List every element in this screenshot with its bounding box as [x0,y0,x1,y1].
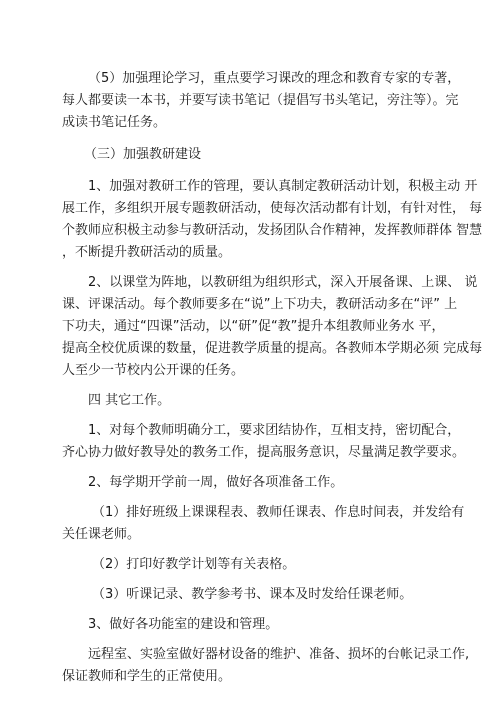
paragraph-lecture-records [62,584,452,606]
text-line: 课、评课活动。每个教师要多在“说”上下功夫，教研活动多在“评” 上 [62,297,458,312]
text-line: 下功夫，通过“四课”活动，以“研”促“教”提升本组教师业务水 平， [62,319,445,334]
text-line: 每人都要读一本书，并要写读书笔记（提倡写书头笔记，旁注等）。完 [62,93,459,108]
text-line: 关任课老师。 [62,527,141,542]
text-line: 远程室、实验室做好器材设备的维护、准备、损坏的台帐记录工作, [88,647,470,662]
text-line: 1、对每个教师明确分工，要求团结协作，互相支持，密切配合， [88,423,461,438]
section-heading: 四 其它工作。 [88,393,171,408]
text-line: （1）排好班级上课课程表、教师任课表、作息时间表，并发给有 [92,505,465,520]
paragraph-schedule [62,502,465,546]
heading-research-construction [62,144,452,166]
section-heading: （三）加强教研建设 [84,147,202,162]
paragraph-division-of-labor [62,420,466,464]
text-line: 2、以课堂为阵地，以教研组为组织形式，深入开展备课、上课、 说 [88,275,478,290]
text-line: 2、每学期开学前一周，做好各项准备工作。 [88,475,344,490]
text-line: 3、做好各功能室的建设和管理。 [88,617,279,632]
text-line: 齐心协力做好教导处的教务工作，提高服务意识，尽量满足教学要求。 [62,445,466,460]
paragraph-remote-lab [62,644,470,688]
text-line: ，不断提升教研活动的质量。 [62,245,232,260]
text-line: 展工作，多组织开展专题教研活动，使每次活动都有计划，有针对性， 每 [62,201,483,216]
paragraph-research-management [62,176,483,264]
text-line: （3）听课记录、教学参考书、课本及时发给任课老师。 [92,587,413,602]
document-page [62,68,483,688]
paragraph-semester-prep [62,472,452,494]
text-line: （5）加强理论学习，重点要学习课改的理念和教育专家的专著， [88,71,461,86]
paragraph-function-rooms [62,614,452,636]
text-line: 成读书笔记任务。 [62,115,167,130]
text-line: 个教师应积极主动参与教研活动，发扬团队合作精神，发挥教师群体 智慧 [62,223,483,238]
text-line: （2）打印好教学计划等有关表格。 [92,557,296,572]
text-line: 提高全校优质课的数量，促进教学质量的提高。各教师本学期必须 完成每 [62,341,483,356]
text-line: 人至少一节校内公开课的任务。 [62,363,245,378]
paragraph-print-forms [62,554,452,576]
paragraph-classroom-position [62,272,483,382]
text-line: 1、加强对教研工作的管理，要认真制定教研活动计划，积极主动 开 [88,179,478,194]
text-line: 保证教师和学生的正常使用。 [62,669,232,684]
paragraph-theory-study [62,68,461,134]
heading-other-work [62,390,452,412]
